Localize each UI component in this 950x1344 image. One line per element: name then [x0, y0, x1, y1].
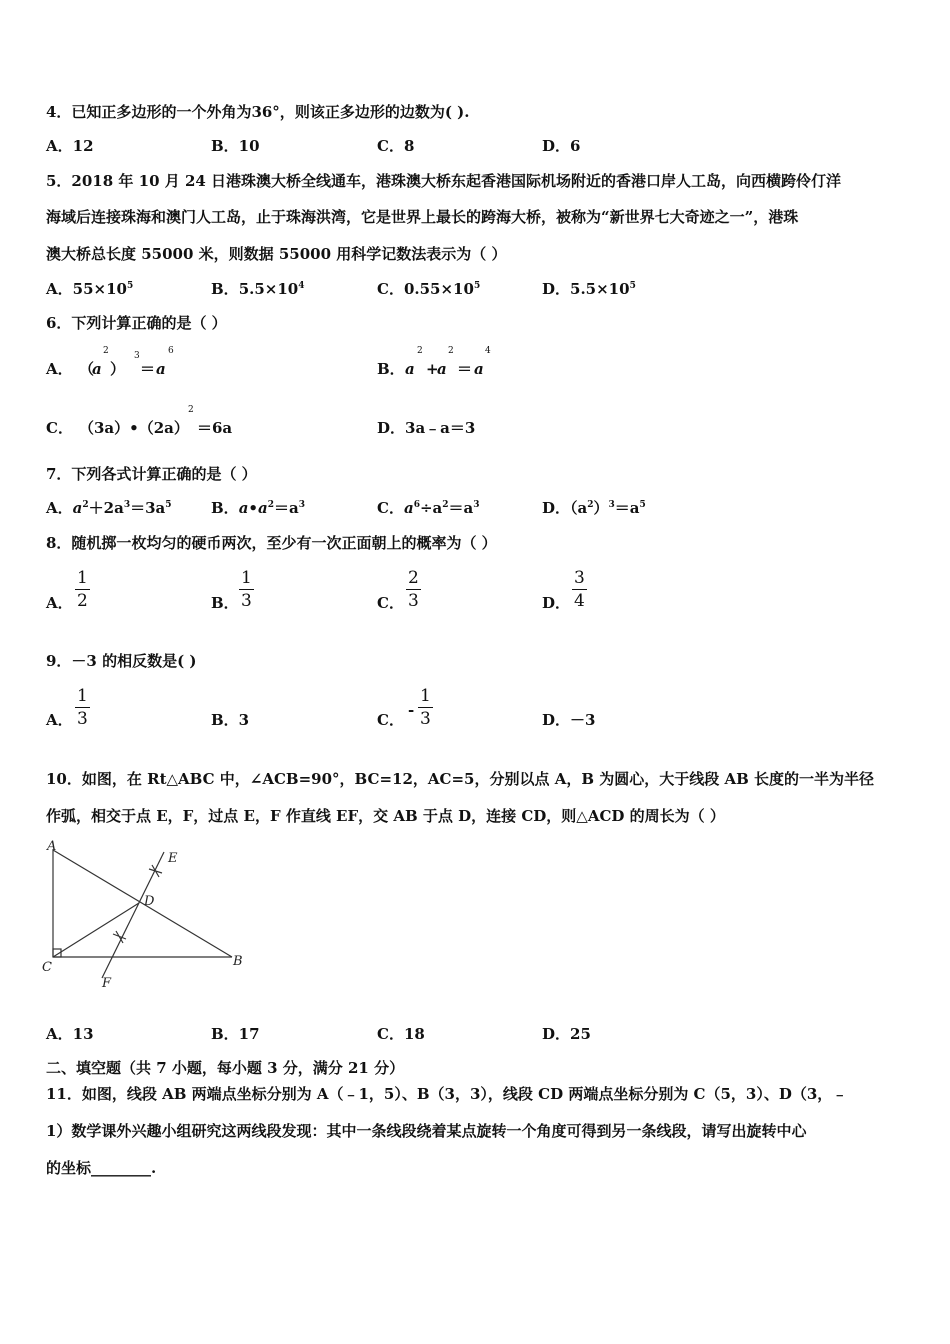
q7-stem: 7．下列各式计算正确的是（ ）	[46, 465, 257, 483]
section-heading: 二、填空题（共 7 小题，每小题 3 分，满分 21 分）	[46, 1059, 405, 1077]
q10-option-a: A．13	[46, 1025, 94, 1043]
triangle-figure	[40, 838, 260, 994]
q7-option-a: A．$a^2+2a^3=3a^5$	[46, 499, 172, 517]
q4-option-a: A．12	[46, 137, 94, 155]
q7-option-b: B．$a•a^2=a^3$	[211, 499, 305, 517]
q5-stem-line-2: 海域后连接珠海和澳门人工岛，止于珠海洪湾，它是世界上最长的跨海大桥，被称为“新世界七大奇迹之一”，港珠	[46, 208, 799, 226]
q11-stem-line-2: 1）数学课外兴趣小组研究这两线段发现：其中一条线段绕着某点旋转一个角度可得到另一条线段，请写出旋转中心	[46, 1122, 807, 1140]
q9-stem: 9．－3 的相反数是( )	[46, 652, 197, 670]
q5-option-d: D．$5.5\times 10^5$	[542, 280, 636, 298]
q6-stem: 6．下列计算正确的是（ ）	[46, 314, 227, 332]
fraction: 1 2	[77, 568, 88, 611]
label-d: D	[144, 894, 155, 909]
label-c: C	[42, 960, 52, 975]
segment-ab	[53, 850, 232, 957]
q5-option-b: B．$5.5\times 10^4$	[211, 280, 305, 298]
q4-option-c: C．8	[377, 137, 415, 155]
label-a: A	[47, 839, 57, 854]
fraction: 3 4	[574, 568, 585, 611]
label-e: E	[168, 851, 178, 866]
q10-option-c: C．18	[377, 1025, 425, 1043]
q7-option-c: C．$a^6\div a^2=a^3$	[377, 499, 480, 517]
q10-option-d: D．25	[542, 1025, 591, 1043]
q4-stem: 4．已知正多边形的一个外角为36°，则该正多边形的边数为( ).	[46, 103, 470, 121]
q11-stem-line-3: 的坐标________.	[46, 1159, 157, 1177]
q4-option-b: B．10	[211, 137, 260, 155]
fraction: 1 3	[77, 686, 88, 729]
arc-mark-upper	[149, 865, 162, 877]
fraction: 1 3	[420, 686, 431, 729]
q5-stem-line-3: 澳大桥总长度 55000 米，则数据 55000 用科学记数法表示为（ ）	[46, 245, 507, 263]
q5-stem-line-1: 5．2018 年 10 月 24 日港珠澳大桥全线通车，港珠澳大桥东起香港国际机场附近的香港口岸人工岛，向西横跨伶仃洋	[46, 172, 842, 190]
label-b: B	[233, 954, 243, 969]
fraction: 2 3	[408, 568, 419, 611]
q8-stem: 8．随机掷一枚均匀的硬币两次，至少有一次正面朝上的概率为（ ）	[46, 534, 497, 552]
q5-option-c: C．$0.55\times 10^5$	[377, 280, 481, 298]
q10-stem-line-1: 10．如图，在 Rt△ABC 中，∠ACB=90°，BC=12，AC=5，分别以点 A，B 为圆心，大于线段 AB 长度的一半为半径	[46, 770, 874, 788]
label-f: F	[102, 976, 112, 991]
q11-stem-line-1: 11．如图，线段 AB 两端点坐标分别为 A（﹣1，5）、B（3，3），线段 CD 两端点坐标分别为 C（5，3）、D（3，﹣	[46, 1085, 848, 1103]
q10-option-b: B．17	[211, 1025, 260, 1043]
fraction: 1 3	[241, 568, 252, 611]
q5-option-a: A．$55\times 10^5$	[46, 280, 134, 298]
q9-option-d: D．－3	[542, 711, 596, 729]
q4-option-d: D．6	[542, 137, 581, 155]
q6-option-d: D．3a﹣a＝3	[377, 419, 476, 437]
q9-option-b: B．3	[211, 711, 250, 729]
q10-stem-line-2: 作弧，相交于点 E，F，过点 E，F 作直线 EF，交 AB 于点 D，连接 CD，则△ACD 的周长为（ ）	[46, 807, 725, 825]
q7-option-d: D．$(a^2)^3=a^5$	[542, 499, 646, 517]
